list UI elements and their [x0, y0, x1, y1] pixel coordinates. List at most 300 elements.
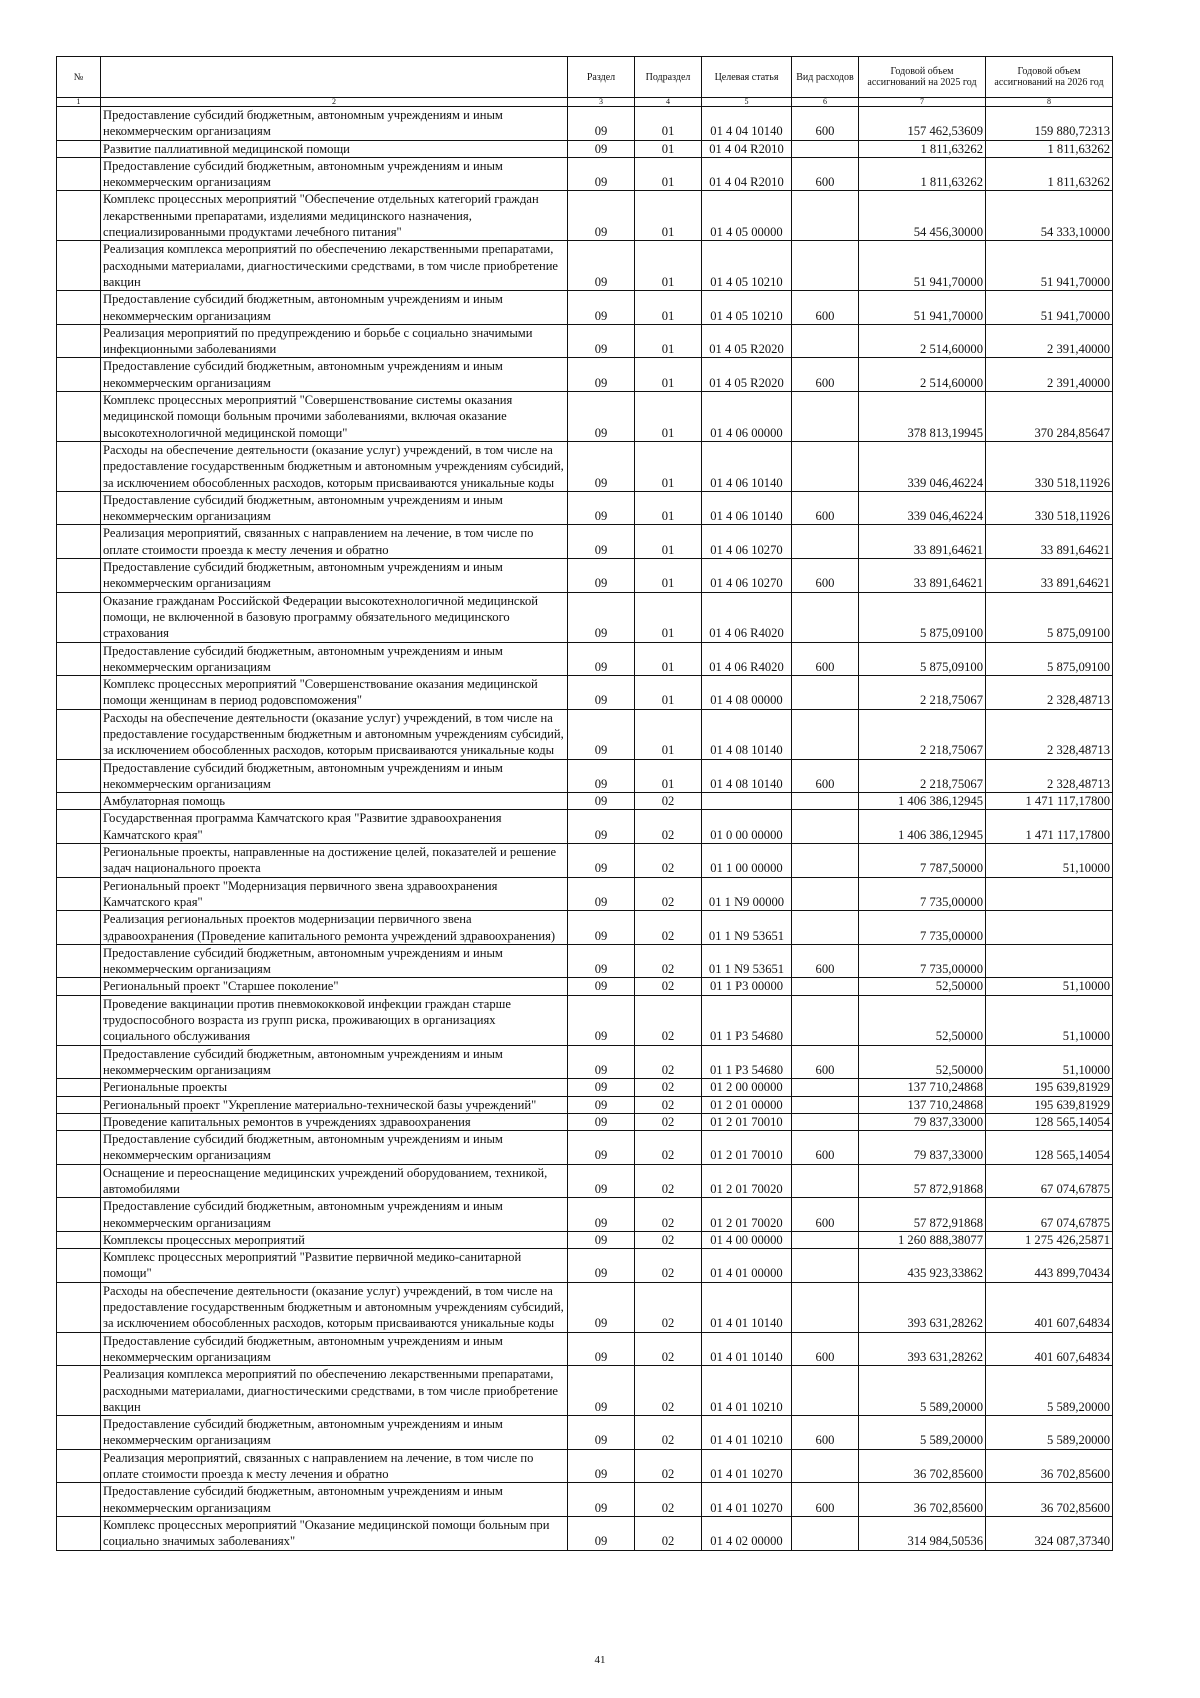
- row-target-cell: 01 4 01 00000: [702, 1249, 792, 1283]
- row-section-cell: 09: [568, 1249, 635, 1283]
- row-name-cell: Оснащение и переоснащение медицинских учреждений оборудованием, техникой, автомобилями: [101, 1164, 568, 1198]
- row-section-cell: 09: [568, 324, 635, 358]
- row-target-cell: 01 4 05 R2020: [702, 324, 792, 358]
- row-number-cell: [57, 793, 101, 810]
- row-vol-2025-cell: 79 837,33000: [859, 1131, 986, 1165]
- row-exp-type-cell: 600: [792, 491, 859, 525]
- row-vol-2026-cell: 1 275 426,25871: [986, 1231, 1113, 1248]
- row-vol-2025-cell: 52,50000: [859, 1045, 986, 1079]
- row-number-cell: [57, 1516, 101, 1550]
- row-number-cell: [57, 291, 101, 325]
- row-vol-2026-cell: 330 518,11926: [986, 441, 1113, 491]
- row-exp-type-cell: 600: [792, 291, 859, 325]
- header-num: №: [57, 57, 101, 98]
- row-vol-2025-cell: 1 406 386,12945: [859, 810, 986, 844]
- row-section-cell: 09: [568, 1416, 635, 1450]
- row-subsection-cell: 02: [635, 1483, 702, 1517]
- table-row: [57, 676, 1113, 710]
- row-vol-2026-cell: 159 880,72313: [986, 107, 1113, 141]
- row-vol-2026-cell: 2 391,40000: [986, 324, 1113, 358]
- row-vol-2026-cell: 36 702,85600: [986, 1483, 1113, 1517]
- table-row: [57, 642, 1113, 676]
- col-number: 2: [101, 98, 568, 107]
- table-row: [57, 592, 1113, 642]
- row-number-cell: [57, 592, 101, 642]
- row-vol-2026-cell: 67 074,67875: [986, 1164, 1113, 1198]
- row-target-cell: [702, 793, 792, 810]
- row-target-cell: 01 4 08 10140: [702, 709, 792, 759]
- row-vol-2026-cell: 2 328,48713: [986, 759, 1113, 793]
- row-section-cell: 09: [568, 392, 635, 442]
- row-subsection-cell: 02: [635, 1249, 702, 1283]
- table-row: [57, 844, 1113, 878]
- row-name-cell: Региональный проект "Старшее поколение": [101, 978, 568, 995]
- row-section-cell: 09: [568, 978, 635, 995]
- row-number-cell: [57, 107, 101, 141]
- row-vol-2025-cell: 7 787,50000: [859, 844, 986, 878]
- table-body: [57, 107, 1113, 1551]
- row-name-cell: Предоставление субсидий бюджетным, автономным учреждениям и иным некоммерческим организациям: [101, 1416, 568, 1450]
- row-name-cell: Проведение вакцинации против пневмококковой инфекции граждан старше трудоспособного возраста из групп риска, проживающих в организациях социального обслуживания: [101, 995, 568, 1045]
- row-exp-type-cell: [792, 324, 859, 358]
- col-number: 6: [792, 98, 859, 107]
- row-vol-2025-cell: 2 218,75067: [859, 709, 986, 759]
- row-vol-2026-cell: 54 333,10000: [986, 191, 1113, 241]
- row-number-cell: [57, 759, 101, 793]
- row-target-cell: 01 1 P3 54680: [702, 995, 792, 1045]
- row-vol-2025-cell: 33 891,64621: [859, 525, 986, 559]
- row-vol-2025-cell: 5 589,20000: [859, 1366, 986, 1416]
- row-vol-2025-cell: 7 735,00000: [859, 944, 986, 978]
- row-subsection-cell: 01: [635, 241, 702, 291]
- table-row: [57, 1416, 1113, 1450]
- row-vol-2026-cell: 1 471 117,17800: [986, 793, 1113, 810]
- row-section-cell: 09: [568, 191, 635, 241]
- row-subsection-cell: 01: [635, 157, 702, 191]
- row-exp-type-cell: 600: [792, 1332, 859, 1366]
- row-exp-type-cell: 600: [792, 559, 859, 593]
- row-name-cell: Реализация мероприятий, связанных с направлением на лечение, в том числе по оплате стоимости проезда к месту лечения и обратно: [101, 525, 568, 559]
- row-target-cell: 01 2 01 70010: [702, 1113, 792, 1130]
- row-number-cell: [57, 1249, 101, 1283]
- row-target-cell: 01 4 01 10210: [702, 1416, 792, 1450]
- row-vol-2026-cell: 33 891,64621: [986, 559, 1113, 593]
- row-target-cell: 01 4 01 10270: [702, 1449, 792, 1483]
- row-number-cell: [57, 810, 101, 844]
- row-section-cell: 09: [568, 291, 635, 325]
- table-row: [57, 392, 1113, 442]
- row-subsection-cell: 02: [635, 1416, 702, 1450]
- row-target-cell: 01 4 00 00000: [702, 1231, 792, 1248]
- header-target: Целевая статья: [702, 57, 792, 98]
- row-section-cell: 09: [568, 157, 635, 191]
- row-number-cell: [57, 358, 101, 392]
- row-vol-2026-cell: 5 589,20000: [986, 1416, 1113, 1450]
- row-subsection-cell: 01: [635, 324, 702, 358]
- row-target-cell: 01 4 08 10140: [702, 759, 792, 793]
- row-vol-2026-cell: 36 702,85600: [986, 1449, 1113, 1483]
- row-number-cell: [57, 324, 101, 358]
- row-number-cell: [57, 491, 101, 525]
- row-vol-2025-cell: 1 811,63262: [859, 157, 986, 191]
- row-exp-type-cell: [792, 1282, 859, 1332]
- row-exp-type-cell: [792, 877, 859, 911]
- row-vol-2026-cell: 1 811,63262: [986, 140, 1113, 157]
- row-subsection-cell: 02: [635, 1516, 702, 1550]
- row-name-cell: Комплекс процессных мероприятий "Развитие первичной медико-санитарной помощи": [101, 1249, 568, 1283]
- row-target-cell: 01 4 02 00000: [702, 1516, 792, 1550]
- row-number-cell: [57, 709, 101, 759]
- row-subsection-cell: 02: [635, 911, 702, 945]
- row-vol-2026-cell: 5 875,09100: [986, 642, 1113, 676]
- row-subsection-cell: 01: [635, 709, 702, 759]
- row-subsection-cell: 02: [635, 1332, 702, 1366]
- row-exp-type-cell: [792, 1079, 859, 1096]
- row-subsection-cell: 02: [635, 1113, 702, 1130]
- row-exp-type-cell: [792, 1164, 859, 1198]
- row-name-cell: Расходы на обеспечение деятельности (оказание услуг) учреждений, в том числе на предоставление государственным бюджетным и автономным учреждениям субсидий, за исключением обособленных расходов, которым присваиваются уникальные коды: [101, 1282, 568, 1332]
- row-number-cell: [57, 559, 101, 593]
- row-target-cell: 01 0 00 00000: [702, 810, 792, 844]
- row-target-cell: 01 1 N9 00000: [702, 877, 792, 911]
- row-number-cell: [57, 140, 101, 157]
- row-section-cell: 09: [568, 241, 635, 291]
- row-exp-type-cell: [792, 1113, 859, 1130]
- row-target-cell: 01 4 01 10270: [702, 1483, 792, 1517]
- row-name-cell: Предоставление субсидий бюджетным, автономным учреждениям и иным некоммерческим организациям: [101, 358, 568, 392]
- table-row: [57, 1045, 1113, 1079]
- row-subsection-cell: 02: [635, 1282, 702, 1332]
- row-exp-type-cell: 600: [792, 157, 859, 191]
- row-subsection-cell: 01: [635, 441, 702, 491]
- row-target-cell: 01 1 P3 54680: [702, 1045, 792, 1079]
- row-number-cell: [57, 1045, 101, 1079]
- row-exp-type-cell: [792, 995, 859, 1045]
- row-section-cell: 09: [568, 944, 635, 978]
- table-row: [57, 810, 1113, 844]
- row-section-cell: 09: [568, 1449, 635, 1483]
- row-number-cell: [57, 1366, 101, 1416]
- table-row: [57, 1516, 1113, 1550]
- row-target-cell: 01 2 01 70020: [702, 1198, 792, 1232]
- table-row: [57, 759, 1113, 793]
- row-subsection-cell: 02: [635, 1449, 702, 1483]
- row-name-cell: Региональные проекты, направленные на достижение целей, показателей и решение задач национального проекта: [101, 844, 568, 878]
- table-row: [57, 995, 1113, 1045]
- row-exp-type-cell: [792, 709, 859, 759]
- row-target-cell: 01 4 05 10210: [702, 291, 792, 325]
- row-vol-2026-cell: 51,10000: [986, 995, 1113, 1045]
- row-vol-2025-cell: 314 984,50536: [859, 1516, 986, 1550]
- row-section-cell: 09: [568, 491, 635, 525]
- row-subsection-cell: 02: [635, 1096, 702, 1113]
- row-exp-type-cell: 600: [792, 642, 859, 676]
- row-name-cell: Региональный проект "Укрепление материально-технической базы учреждений": [101, 1096, 568, 1113]
- row-section-cell: 09: [568, 877, 635, 911]
- row-name-cell: Предоставление субсидий бюджетным, автономным учреждениям и иным некоммерческим организациям: [101, 107, 568, 141]
- row-section-cell: 09: [568, 140, 635, 157]
- row-subsection-cell: 02: [635, 810, 702, 844]
- row-vol-2025-cell: 378 813,19945: [859, 392, 986, 442]
- row-name-cell: Реализация комплекса мероприятий по обеспечению лекарственными препаратами, расходными материалами, диагностическими средствами, в том числе приобретение вакцин: [101, 1366, 568, 1416]
- row-subsection-cell: 02: [635, 793, 702, 810]
- header-section: Раздел: [568, 57, 635, 98]
- row-exp-type-cell: 600: [792, 1131, 859, 1165]
- row-vol-2026-cell: [986, 944, 1113, 978]
- header-vol-2025: Годовой объем ассигнований на 2025 год: [859, 57, 986, 98]
- row-subsection-cell: 01: [635, 592, 702, 642]
- header-subsection: Подраздел: [635, 57, 702, 98]
- row-exp-type-cell: [792, 978, 859, 995]
- row-number-cell: [57, 1231, 101, 1248]
- row-section-cell: 09: [568, 1198, 635, 1232]
- row-exp-type-cell: [792, 911, 859, 945]
- row-vol-2025-cell: 435 923,33862: [859, 1249, 986, 1283]
- row-target-cell: 01 2 00 00000: [702, 1079, 792, 1096]
- row-subsection-cell: 02: [635, 1231, 702, 1248]
- row-subsection-cell: 01: [635, 491, 702, 525]
- row-vol-2025-cell: 7 735,00000: [859, 911, 986, 945]
- row-vol-2025-cell: 393 631,28262: [859, 1332, 986, 1366]
- row-name-cell: Предоставление субсидий бюджетным, автономным учреждениям и иным некоммерческим организациям: [101, 1483, 568, 1517]
- table-row: [57, 1249, 1113, 1283]
- table-row: [57, 1113, 1113, 1130]
- row-vol-2025-cell: 2 514,60000: [859, 324, 986, 358]
- row-number-cell: [57, 1164, 101, 1198]
- row-number-cell: [57, 844, 101, 878]
- table-row: [57, 191, 1113, 241]
- row-number-cell: [57, 1449, 101, 1483]
- row-section-cell: 09: [568, 358, 635, 392]
- row-subsection-cell: 01: [635, 642, 702, 676]
- row-target-cell: 01 4 05 00000: [702, 191, 792, 241]
- row-target-cell: 01 4 01 10140: [702, 1332, 792, 1366]
- table-row: [57, 1366, 1113, 1416]
- col-number: 5: [702, 98, 792, 107]
- row-subsection-cell: 02: [635, 1079, 702, 1096]
- row-exp-type-cell: [792, 392, 859, 442]
- row-target-cell: 01 1 N9 53651: [702, 944, 792, 978]
- row-name-cell: Предоставление субсидий бюджетным, автономным учреждениям и иным некоммерческим организациям: [101, 1198, 568, 1232]
- row-exp-type-cell: [792, 592, 859, 642]
- table-header-row: [57, 57, 1113, 98]
- row-exp-type-cell: 600: [792, 1416, 859, 1450]
- row-target-cell: 01 4 06 10270: [702, 525, 792, 559]
- row-exp-type-cell: [792, 1231, 859, 1248]
- row-subsection-cell: 01: [635, 140, 702, 157]
- row-exp-type-cell: 600: [792, 1045, 859, 1079]
- row-vol-2025-cell: 51 941,70000: [859, 291, 986, 325]
- row-name-cell: Комплексы процессных мероприятий: [101, 1231, 568, 1248]
- row-target-cell: 01 4 05 10210: [702, 241, 792, 291]
- row-name-cell: Предоставление субсидий бюджетным, автономным учреждениям и иным некоммерческим организациям: [101, 1131, 568, 1165]
- row-name-cell: Предоставление субсидий бюджетным, автономным учреждениям и иным некоммерческим организациям: [101, 559, 568, 593]
- row-exp-type-cell: [792, 191, 859, 241]
- row-vol-2026-cell: 1 471 117,17800: [986, 810, 1113, 844]
- row-vol-2026-cell: 5 589,20000: [986, 1366, 1113, 1416]
- table-row: [57, 978, 1113, 995]
- row-target-cell: 01 2 01 70010: [702, 1131, 792, 1165]
- row-subsection-cell: 02: [635, 844, 702, 878]
- row-section-cell: 09: [568, 810, 635, 844]
- row-target-cell: 01 4 04 R2010: [702, 157, 792, 191]
- row-name-cell: Амбулаторная помощь: [101, 793, 568, 810]
- row-exp-type-cell: [792, 241, 859, 291]
- row-number-cell: [57, 441, 101, 491]
- row-subsection-cell: 01: [635, 107, 702, 141]
- row-vol-2025-cell: 5 589,20000: [859, 1416, 986, 1450]
- row-name-cell: Региональные проекты: [101, 1079, 568, 1096]
- row-vol-2026-cell: 370 284,85647: [986, 392, 1113, 442]
- row-section-cell: 09: [568, 559, 635, 593]
- row-subsection-cell: 01: [635, 392, 702, 442]
- row-exp-type-cell: [792, 1366, 859, 1416]
- row-number-cell: [57, 642, 101, 676]
- row-vol-2025-cell: 79 837,33000: [859, 1113, 986, 1130]
- row-name-cell: Развитие паллиативной медицинской помощи: [101, 140, 568, 157]
- column-numbers-row: [57, 98, 1113, 107]
- row-exp-type-cell: 600: [792, 1483, 859, 1517]
- row-name-cell: Государственная программа Камчатского края "Развитие здравоохранения Камчатского края": [101, 810, 568, 844]
- row-vol-2026-cell: 195 639,81929: [986, 1096, 1113, 1113]
- row-vol-2026-cell: 2 328,48713: [986, 676, 1113, 710]
- row-number-cell: [57, 676, 101, 710]
- row-vol-2025-cell: 51 941,70000: [859, 241, 986, 291]
- row-target-cell: 01 1 00 00000: [702, 844, 792, 878]
- row-subsection-cell: 01: [635, 676, 702, 710]
- row-subsection-cell: 02: [635, 1198, 702, 1232]
- row-vol-2026-cell: 324 087,37340: [986, 1516, 1113, 1550]
- row-exp-type-cell: 600: [792, 944, 859, 978]
- row-subsection-cell: 02: [635, 1131, 702, 1165]
- row-number-cell: [57, 944, 101, 978]
- row-vol-2026-cell: 51,10000: [986, 844, 1113, 878]
- table-row: [57, 525, 1113, 559]
- row-vol-2026-cell: 2 328,48713: [986, 709, 1113, 759]
- row-number-cell: [57, 1483, 101, 1517]
- row-vol-2025-cell: 7 735,00000: [859, 877, 986, 911]
- row-section-cell: 09: [568, 1231, 635, 1248]
- row-vol-2025-cell: 52,50000: [859, 995, 986, 1045]
- row-section-cell: 09: [568, 1516, 635, 1550]
- row-section-cell: 09: [568, 911, 635, 945]
- col-number: 4: [635, 98, 702, 107]
- row-number-cell: [57, 241, 101, 291]
- row-name-cell: Расходы на обеспечение деятельности (оказание услуг) учреждений, в том числе на предоставление государственным бюджетным и автономным учреждениям субсидий, за исключением обособленных расходов, которым присваиваются уникальные коды: [101, 441, 568, 491]
- row-target-cell: 01 4 04 10140: [702, 107, 792, 141]
- row-vol-2026-cell: 1 811,63262: [986, 157, 1113, 191]
- table-row: [57, 559, 1113, 593]
- row-target-cell: 01 4 01 10210: [702, 1366, 792, 1416]
- row-number-cell: [57, 1332, 101, 1366]
- row-name-cell: Реализация комплекса мероприятий по обеспечению лекарственными препаратами, расходными материалами, диагностическими средствами, в том числе приобретение вакцин: [101, 241, 568, 291]
- row-vol-2026-cell: 51 941,70000: [986, 291, 1113, 325]
- row-name-cell: Предоставление субсидий бюджетным, автономным учреждениям и иным некоммерческим организациям: [101, 642, 568, 676]
- row-vol-2026-cell: 51,10000: [986, 978, 1113, 995]
- row-vol-2025-cell: 2 218,75067: [859, 759, 986, 793]
- row-section-cell: 09: [568, 1332, 635, 1366]
- row-vol-2025-cell: 54 456,30000: [859, 191, 986, 241]
- row-target-cell: 01 4 08 00000: [702, 676, 792, 710]
- row-subsection-cell: 02: [635, 1366, 702, 1416]
- row-section-cell: 09: [568, 525, 635, 559]
- table-row: [57, 1332, 1113, 1366]
- row-section-cell: 09: [568, 793, 635, 810]
- row-vol-2025-cell: 1 811,63262: [859, 140, 986, 157]
- row-name-cell: Предоставление субсидий бюджетным, автономным учреждениям и иным некоммерческим организациям: [101, 291, 568, 325]
- row-number-cell: [57, 1131, 101, 1165]
- row-exp-type-cell: [792, 140, 859, 157]
- row-target-cell: 01 4 06 10140: [702, 491, 792, 525]
- table-row: [57, 441, 1113, 491]
- row-section-cell: 09: [568, 995, 635, 1045]
- table-row: [57, 1164, 1113, 1198]
- row-section-cell: 09: [568, 642, 635, 676]
- row-exp-type-cell: 600: [792, 107, 859, 141]
- row-name-cell: Комплекс процессных мероприятий "Совершенствование оказания медицинской помощи женщинам в период родовспоможения": [101, 676, 568, 710]
- row-name-cell: Предоставление субсидий бюджетным, автономным учреждениям и иным некоммерческим организациям: [101, 157, 568, 191]
- row-exp-type-cell: 600: [792, 358, 859, 392]
- row-target-cell: 01 4 01 10140: [702, 1282, 792, 1332]
- row-vol-2026-cell: 5 875,09100: [986, 592, 1113, 642]
- row-exp-type-cell: [792, 810, 859, 844]
- row-number-cell: [57, 995, 101, 1045]
- row-section-cell: 09: [568, 1045, 635, 1079]
- row-vol-2025-cell: 339 046,46224: [859, 441, 986, 491]
- row-subsection-cell: 02: [635, 1164, 702, 1198]
- row-name-cell: Проведение капитальных ремонтов в учреждениях здравоохранения: [101, 1113, 568, 1130]
- row-number-cell: [57, 1416, 101, 1450]
- row-vol-2026-cell: 51 941,70000: [986, 241, 1113, 291]
- table-row: [57, 324, 1113, 358]
- row-exp-type-cell: 600: [792, 1198, 859, 1232]
- table-row: [57, 1483, 1113, 1517]
- row-vol-2025-cell: 1 406 386,12945: [859, 793, 986, 810]
- row-vol-2026-cell: [986, 911, 1113, 945]
- col-number: 3: [568, 98, 635, 107]
- row-name-cell: Реализация региональных проектов модернизации первичного звена здравоохранения (Проведение капитального ремонта учреждений здравоохранения): [101, 911, 568, 945]
- row-number-cell: [57, 877, 101, 911]
- row-target-cell: 01 1 P3 00000: [702, 978, 792, 995]
- row-subsection-cell: 01: [635, 191, 702, 241]
- budget-table: [56, 56, 1113, 1551]
- row-section-cell: 09: [568, 844, 635, 878]
- table-row: [57, 1231, 1113, 1248]
- row-vol-2026-cell: 443 899,70434: [986, 1249, 1113, 1283]
- table-row: [57, 107, 1113, 141]
- row-vol-2026-cell: 401 607,64834: [986, 1282, 1113, 1332]
- row-vol-2025-cell: 5 875,09100: [859, 592, 986, 642]
- row-number-cell: [57, 1079, 101, 1096]
- row-vol-2025-cell: 36 702,85600: [859, 1483, 986, 1517]
- row-vol-2026-cell: 51,10000: [986, 1045, 1113, 1079]
- table-row: [57, 793, 1113, 810]
- row-name-cell: Комплекс процессных мероприятий "Обеспечение отдельных категорий граждан лекарственными препаратами, изделиями медицинского назначения, специализированными продуктами лечебного питания": [101, 191, 568, 241]
- row-exp-type-cell: [792, 676, 859, 710]
- table-row: [57, 944, 1113, 978]
- row-vol-2025-cell: 33 891,64621: [859, 559, 986, 593]
- row-vol-2025-cell: 137 710,24868: [859, 1096, 986, 1113]
- row-vol-2026-cell: [986, 877, 1113, 911]
- row-subsection-cell: 02: [635, 1045, 702, 1079]
- row-section-cell: 09: [568, 676, 635, 710]
- row-subsection-cell: 02: [635, 978, 702, 995]
- table-row: [57, 1096, 1113, 1113]
- row-name-cell: Комплекс процессных мероприятий "Оказание медицинской помощи больным при социально значимых заболеваниях": [101, 1516, 568, 1550]
- row-target-cell: 01 4 06 00000: [702, 392, 792, 442]
- header-name: [101, 57, 568, 98]
- row-section-cell: 09: [568, 1131, 635, 1165]
